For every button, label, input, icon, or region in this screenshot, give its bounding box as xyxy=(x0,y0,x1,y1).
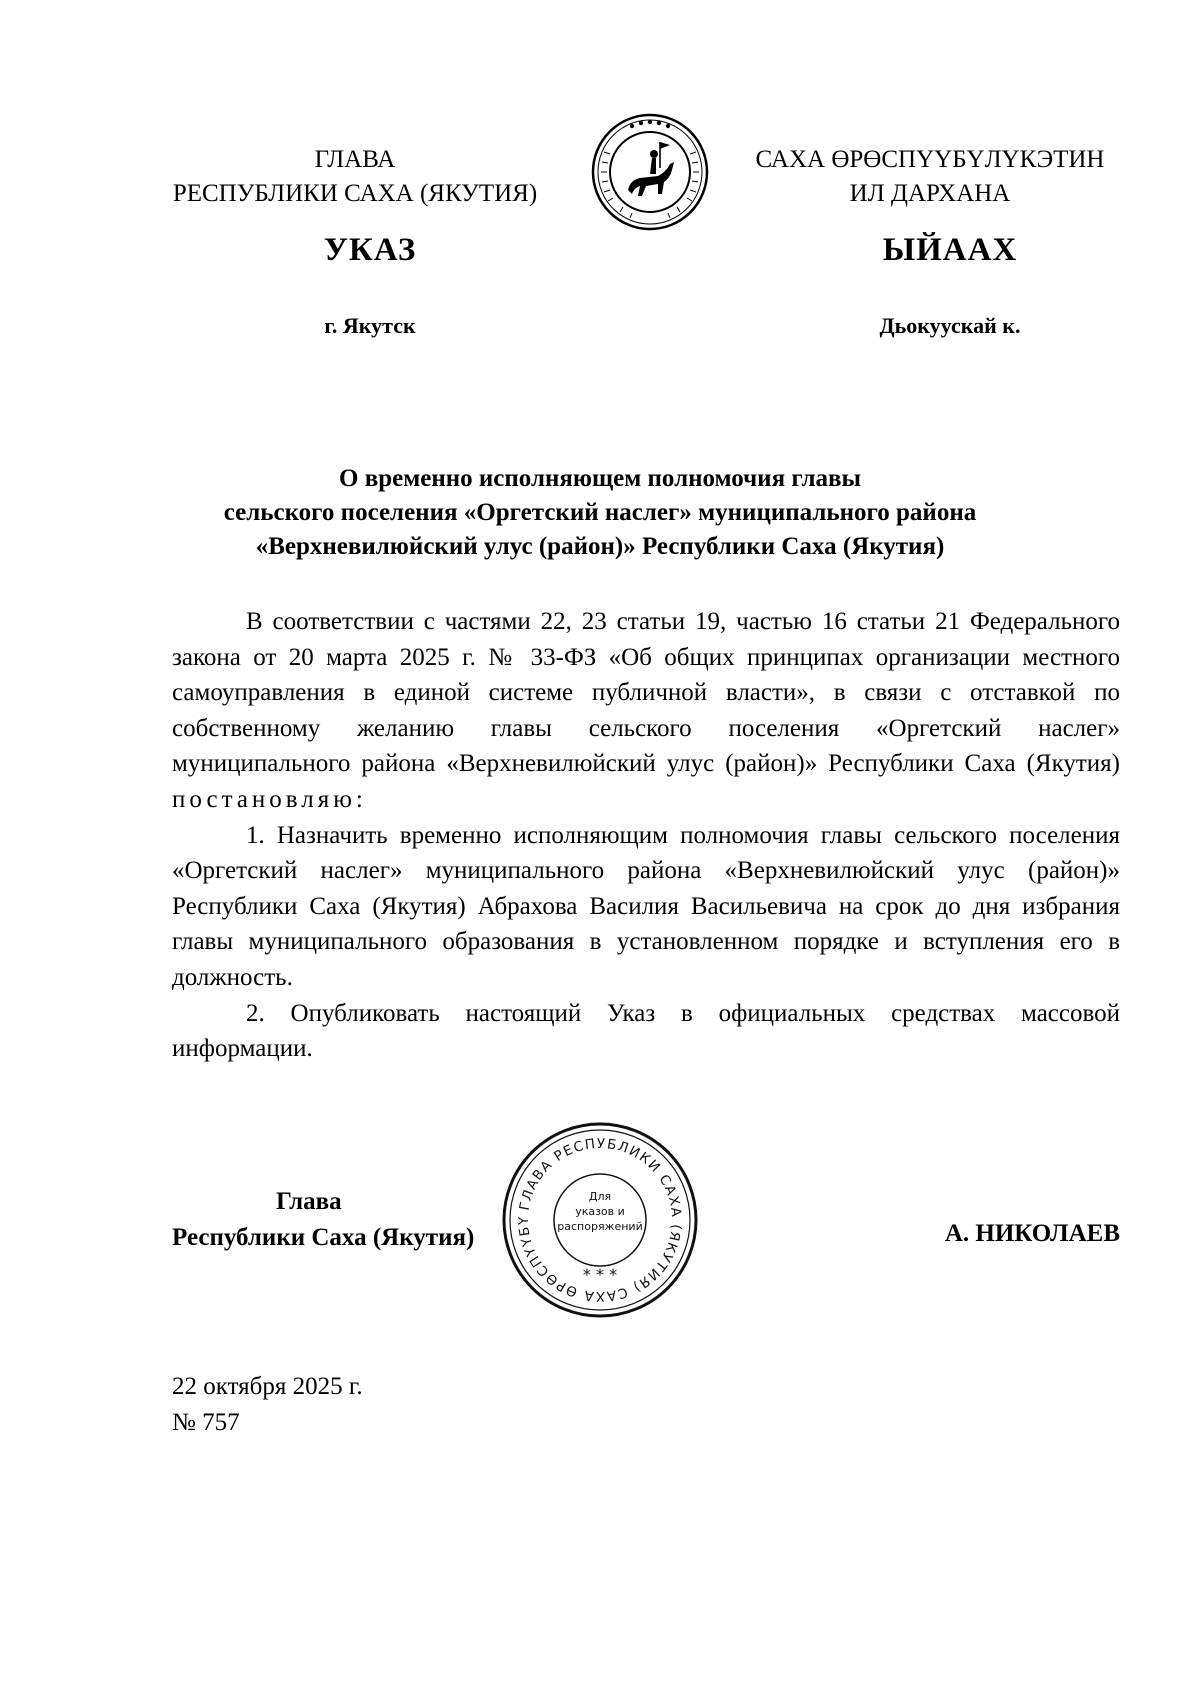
coat-of-arms-emblem xyxy=(590,112,710,232)
city-ru: г. Якутск xyxy=(324,313,416,338)
decree-word: постановляю: xyxy=(172,785,367,813)
doc-type-ru: УКАЗ xyxy=(323,232,417,268)
header-left xyxy=(160,143,550,211)
title-line3: «Верхневилюйский улус (район)» Республики Саха (Якутия) xyxy=(255,533,945,560)
document-date: 22 октября 2025 г. xyxy=(172,1373,363,1400)
seal-center-line3: распоряжений xyxy=(557,1220,643,1233)
doc-type-sah: ЫЙААХ xyxy=(882,232,1018,268)
emblem-icon xyxy=(590,112,710,232)
header-left-line2: РЕСПУБЛИКИ САХА (ЯКУТИЯ) xyxy=(172,180,538,207)
document-number: № 757 xyxy=(172,1409,240,1436)
header-right xyxy=(720,143,1140,211)
signature-position xyxy=(172,1184,474,1256)
document-title xyxy=(150,462,1050,564)
item-2: 2. Опубликовать настоящий Указ в официальных средствах массовой информации. xyxy=(172,999,1120,1063)
official-seal xyxy=(500,1120,700,1320)
svg-text:* * *: * * * xyxy=(582,1265,618,1284)
seal-center-line2: указов и xyxy=(575,1205,625,1218)
header-left-line1: ГЛАВА xyxy=(314,146,396,173)
header-right-line1: САХА ӨРӨСПҮҮБҮЛҮКЭТИН xyxy=(755,146,1105,173)
city-sah: Дьокуускай к. xyxy=(879,313,1021,338)
seal-icon xyxy=(500,1120,700,1320)
signature-name: А. НИКОЛАЕВ xyxy=(944,1220,1120,1247)
preamble-paragraph xyxy=(172,604,1120,818)
title-line2: сельского поселения «Оргетский наслег» муниципального района xyxy=(223,499,977,526)
document-body xyxy=(172,604,1120,1067)
item-1: 1. Назначить временно исполняющим полномочия главы сельского поселения «Оргетский наслег» муниципального района «Верхневилюйский улус (район)» Республики Саха (Якутия) Абрахова Василия Васильевича на срок до дня избрания главы муниципального образования в установленном порядке и вступления его в должность. xyxy=(172,821,1120,991)
seal-center-line1: Для xyxy=(588,1190,612,1203)
signature-position-line2: Республики Саха (Якутия) xyxy=(172,1224,475,1251)
signature-position-line1: Глава xyxy=(276,1188,342,1215)
seal-ring-text: ГЛАВА РЕСПУБЛИКИ САХА (ЯКУТИЯ) САХА ӨРӨСПҮҮБҮ xyxy=(515,1135,685,1305)
header-right-line2: ИЛ ДАРХАНА xyxy=(849,180,1011,207)
document-date-number xyxy=(172,1369,363,1441)
preamble-text: В соответствии с частями 22, 23 статьи 19, частью 16 статьи 21 Федерального закона от 20 марта 2025 г. № 33-ФЗ «Об общих принципах организации местного самоуправления в единой системе публичной власти», в связи с отставкой по собственному желанию главы сельского поселения «Оргетский наслег» муниципального района «Верхневилюйский улус (район)» Республики Саха (Якутия) xyxy=(172,608,1120,778)
title-line1: О временно исполняющем полномочия главы xyxy=(339,465,861,492)
